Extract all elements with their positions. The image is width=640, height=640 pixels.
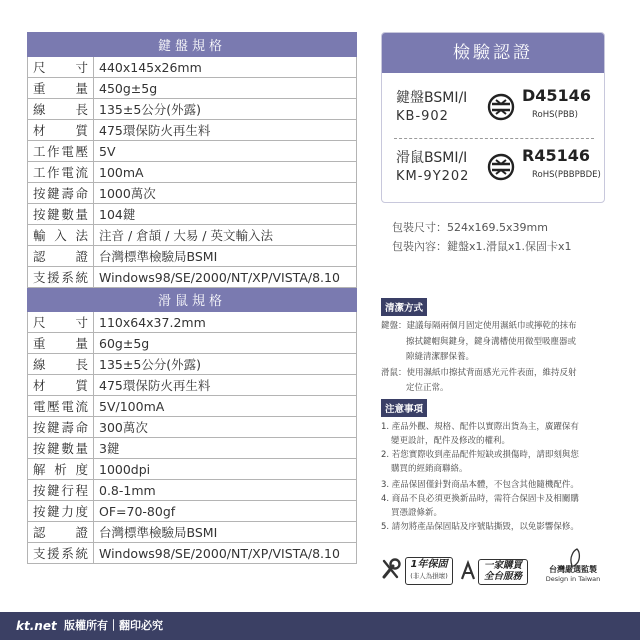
spec-value: 135±5公分(外露) <box>94 99 357 120</box>
spec-key: 尺寸 <box>28 312 94 333</box>
cert-keyboard-name: 鍵盤BSMI/I <box>396 90 468 106</box>
spec-row <box>28 480 357 501</box>
note-line: 5. 請勿將產品保固貼及序號貼撕毀，以免影響保修。 <box>381 522 579 532</box>
spec-key: 重量 <box>28 333 94 354</box>
spec-key: 材質 <box>28 375 94 396</box>
spec-row <box>28 267 357 288</box>
cert-mouse <box>396 145 601 193</box>
spec-row <box>28 78 357 99</box>
note-line: 3. 產品保固僅針對商品本體，不包含其他隨機配件。 <box>381 480 579 490</box>
spec-key: 工作電壓 <box>28 141 94 162</box>
note-line: 變更設計，配件及修改的權利。 <box>391 436 511 446</box>
spec-key: 材質 <box>28 120 94 141</box>
spec-row <box>28 225 357 246</box>
service-box <box>478 559 528 585</box>
spec-value: 0.8-1mm <box>94 480 357 501</box>
spec-value: 300萬次 <box>94 417 357 438</box>
spec-key: 按鍵壽命 <box>28 417 94 438</box>
spec-row <box>28 396 357 417</box>
spec-section-header <box>28 33 357 57</box>
spec-value: 1000萬次 <box>94 183 357 204</box>
spec-row <box>28 141 357 162</box>
warranty-box <box>405 557 453 585</box>
spec-row <box>28 333 357 354</box>
footer <box>0 612 640 640</box>
spec-value: 注音 / 倉頡 / 大易 / 英文輸入法 <box>94 225 357 246</box>
spec-key: 線長 <box>28 99 94 120</box>
cert-keyboard-code: D45146 <box>522 86 591 105</box>
warranty-badge <box>381 553 451 587</box>
spec-value: OF=70-80gf <box>94 501 357 522</box>
note-line: 買憑證條新。 <box>391 508 443 518</box>
spec-row <box>28 183 357 204</box>
spec-value: 台灣標準檢驗局BSMI <box>94 246 357 267</box>
notes-title: 注意事項 <box>381 399 427 417</box>
spec-table <box>27 32 357 564</box>
spec-row <box>28 459 357 480</box>
bsmi-mark-icon <box>487 153 515 181</box>
warranty-sub: (非人為損壞) <box>410 572 448 580</box>
spec-value: Windows98/SE/2000/NT/XP/VISTA/8.10 <box>94 267 357 288</box>
spec-value: 100mA <box>94 162 357 183</box>
spec-value: 110x64x37.2mm <box>94 312 357 333</box>
cert-keyboard <box>396 85 596 133</box>
taiwan-title: 台灣嚴選監製 <box>549 565 597 574</box>
spec-key: 按鍵壽命 <box>28 183 94 204</box>
spec-value: 475環保防火再生料 <box>94 375 357 396</box>
spec-row <box>28 246 357 267</box>
spec-row <box>28 57 357 78</box>
spec-key: 認證 <box>28 246 94 267</box>
spec-row <box>28 522 357 543</box>
taiwan-badge <box>538 548 608 588</box>
spec-row <box>28 204 357 225</box>
note-line: 4. 商品不良必須更換新品時，需符合保固卡及相關購 <box>381 494 579 504</box>
spec-row <box>28 543 357 564</box>
cleaning-line: 滑鼠：使用濕紙巾擦拭背面感光元件表面，維持反射 <box>381 367 577 378</box>
spec-value: 104鍵 <box>94 204 357 225</box>
spec-key: 按鍵數量 <box>28 438 94 459</box>
spec-row <box>28 312 357 333</box>
spec-key: 支援系統 <box>28 267 94 288</box>
copyright-text: 版權所有｜翻印必究 <box>64 619 163 632</box>
certification-title: 檢驗認證 <box>382 33 604 73</box>
spec-value: 440x145x26mm <box>94 57 357 78</box>
spec-value: 3鍵 <box>94 438 357 459</box>
cert-keyboard-model: KB-902 <box>396 109 449 124</box>
spec-key: 按鍵行程 <box>28 480 94 501</box>
brand-logo: kt.net <box>16 619 57 633</box>
warranty-main: 1年保固 <box>410 559 448 570</box>
spec-row <box>28 99 357 120</box>
spec-key: 尺寸 <box>28 57 94 78</box>
note-line: 購買的經銷商聯絡。 <box>391 464 468 474</box>
spec-key: 電壓電流 <box>28 396 94 417</box>
spec-section-title: 鍵盤規格 <box>28 33 357 57</box>
spec-row <box>28 417 357 438</box>
spec-value: 1000dpi <box>94 459 357 480</box>
cleaning-line: 隙縫清潔膠保養。 <box>406 352 475 362</box>
cert-mouse-rohs: RoHS(PBBPBDE) <box>532 170 601 180</box>
service-badge <box>460 557 530 585</box>
spec-row <box>28 354 357 375</box>
spec-value: 5V/100mA <box>94 396 357 417</box>
cert-mouse-model: KM-9Y202 <box>396 169 470 184</box>
spec-key: 按鍵數量 <box>28 204 94 225</box>
note-line: 2. 若您實際收到產品配件短缺或損傷時，請即刻與您 <box>381 450 579 460</box>
spec-row <box>28 501 357 522</box>
spec-key: 輸入法 <box>28 225 94 246</box>
spec-key: 重量 <box>28 78 94 99</box>
spec-row <box>28 120 357 141</box>
spec-value: 台灣標準檢驗局BSMI <box>94 522 357 543</box>
cert-mouse-code: R45146 <box>522 146 590 165</box>
cert-keyboard-rohs: RoHS(PBB) <box>532 110 578 120</box>
spec-value: 450g±5g <box>94 78 357 99</box>
service-line1: 一家購買 <box>483 560 522 571</box>
service-line2: 全台服務 <box>483 571 522 582</box>
cert-divider <box>394 138 594 139</box>
spec-key: 工作電流 <box>28 162 94 183</box>
spec-value: 475環保防火再生料 <box>94 120 357 141</box>
spec-value: 5V <box>94 141 357 162</box>
spec-key: 按鍵力度 <box>28 501 94 522</box>
spec-key: 認證 <box>28 522 94 543</box>
cleaning-title: 清潔方式 <box>381 298 427 316</box>
spec-section-title: 滑鼠規格 <box>28 288 357 312</box>
note-line: 1. 產品外觀、規格、配件以實際出貨為主，廣躍保有 <box>381 422 579 432</box>
taiwan-sub: Design in Taiwan <box>545 575 601 583</box>
cleaning-line: 定位正常。 <box>406 383 449 393</box>
spec-key: 線長 <box>28 354 94 375</box>
cleaning-line: 擦拭鍵帽與鍵身，鍵身溝槽使用微型吸塵器或 <box>406 336 577 347</box>
certification-panel <box>381 32 605 203</box>
spec-row <box>28 375 357 396</box>
package-size: 包裝尺寸：524x169.5x39mm <box>392 221 548 234</box>
wrench-icon <box>381 557 401 581</box>
spec-body <box>28 33 357 564</box>
cert-mouse-name: 滑鼠BSMI/I <box>396 150 468 166</box>
spec-value: 60g±5g <box>94 333 357 354</box>
spec-row <box>28 162 357 183</box>
cleaning-line: 鍵盤：建議每隔兩個月固定使用濕紙巾或擰乾的抹布 <box>381 321 577 331</box>
package-contents: 包裝內容：鍵盤x1.滑鼠x1.保固卡x1 <box>392 240 572 253</box>
spec-key: 支援系統 <box>28 543 94 564</box>
spec-row <box>28 438 357 459</box>
handshake-icon <box>460 559 476 583</box>
spec-value: 135±5公分(外露) <box>94 354 357 375</box>
spec-value: Windows98/SE/2000/NT/XP/VISTA/8.10 <box>94 543 357 564</box>
bsmi-mark-icon <box>487 93 515 121</box>
spec-key: 解析度 <box>28 459 94 480</box>
spec-section-header <box>28 288 357 312</box>
